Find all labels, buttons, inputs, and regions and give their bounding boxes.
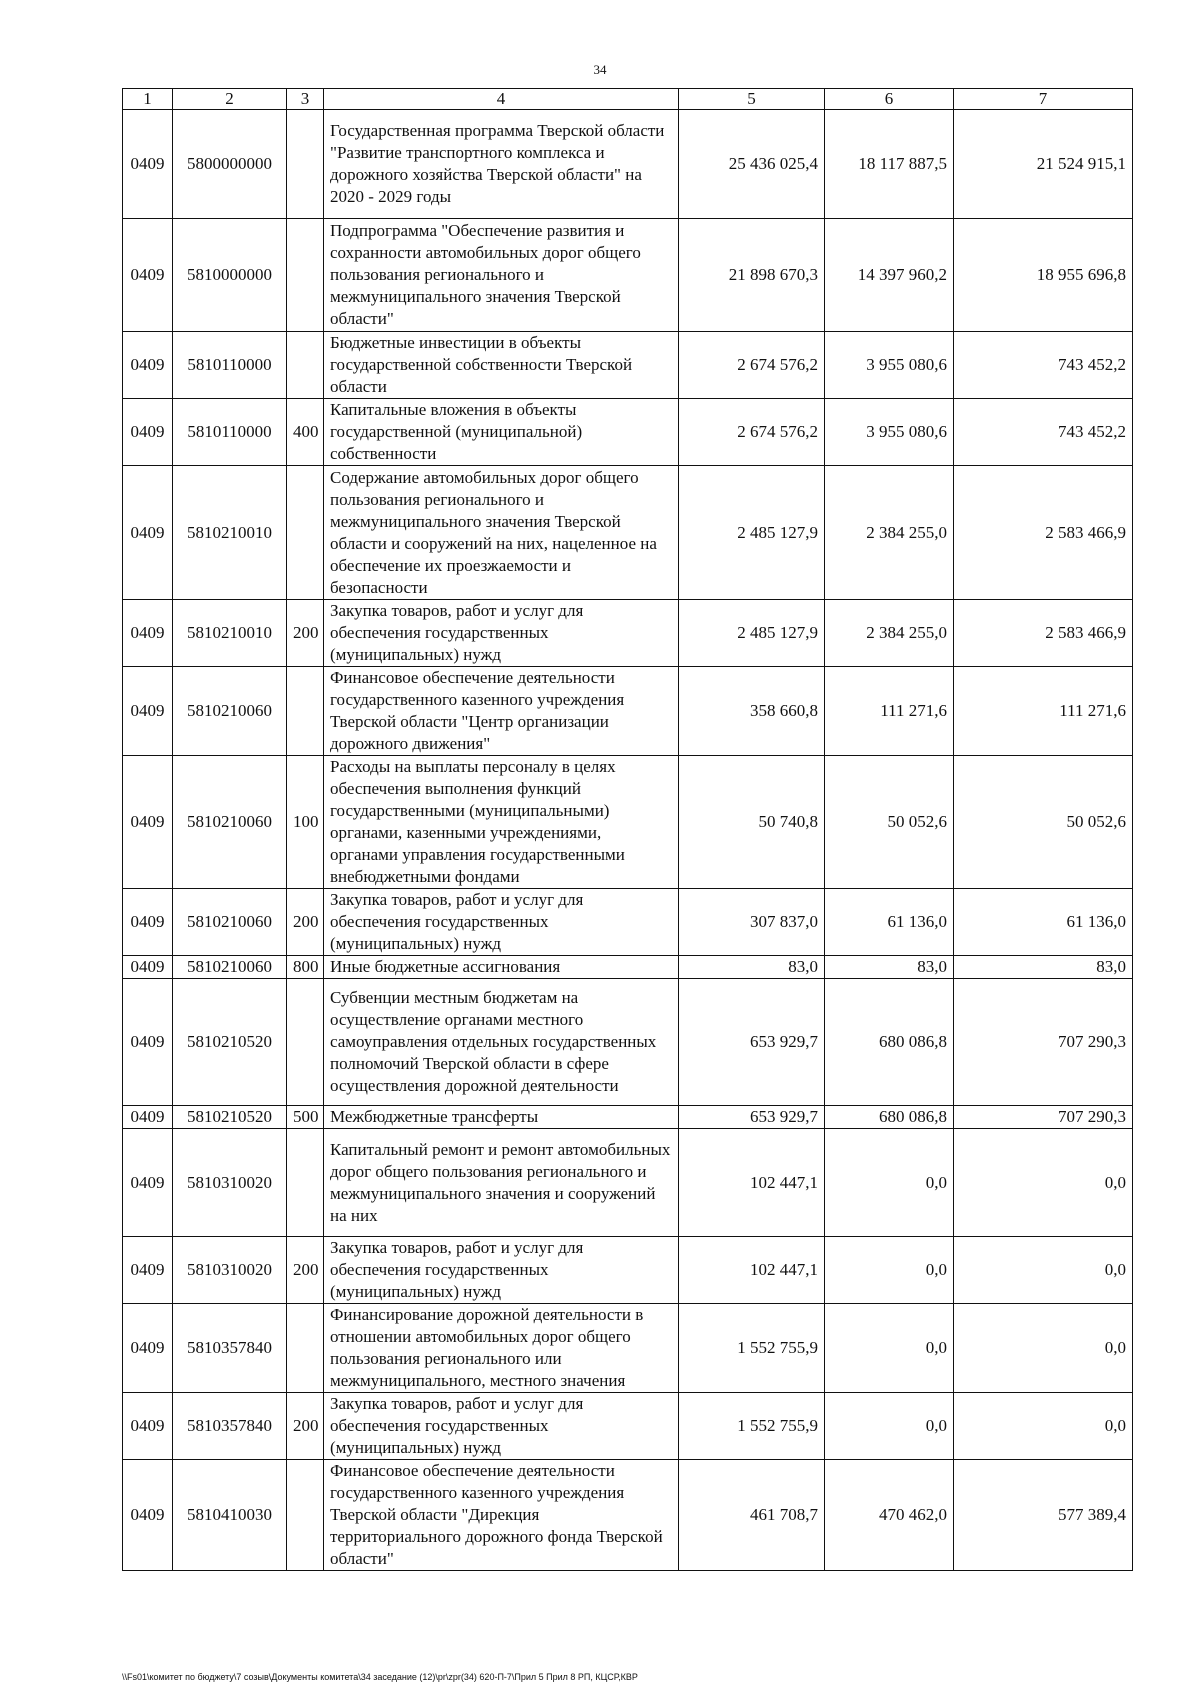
amount-col5-cell: 102 447,1 bbox=[679, 1237, 825, 1304]
target-article-cell: 5810210010 bbox=[173, 466, 287, 600]
table-row bbox=[123, 756, 1133, 889]
amount-col6-cell: 0,0 bbox=[825, 1304, 954, 1393]
target-article-cell: 5810310020 bbox=[173, 1237, 287, 1304]
expense-type-cell bbox=[287, 332, 324, 399]
expense-type-cell bbox=[287, 466, 324, 600]
table-row bbox=[123, 1237, 1133, 1304]
amount-col7-cell: 50 052,6 bbox=[954, 756, 1133, 889]
table-row bbox=[123, 1393, 1133, 1460]
amount-col5-cell: 653 929,7 bbox=[679, 979, 825, 1106]
expense-type-cell bbox=[287, 1304, 324, 1393]
section-code-cell: 0409 bbox=[123, 399, 173, 466]
table-row bbox=[123, 466, 1133, 600]
section-code-cell: 0409 bbox=[123, 110, 173, 219]
expense-type-cell: 200 bbox=[287, 1393, 324, 1460]
amount-col7-cell: 18 955 696,8 bbox=[954, 219, 1133, 332]
section-code-cell: 0409 bbox=[123, 600, 173, 667]
section-code-cell: 0409 bbox=[123, 667, 173, 756]
item-name-cell: Государственная программа Тверской области "Развитие транспортного комплекса и дорожного хозяйства Тверской области" на 2020 - 2029 годы bbox=[324, 110, 679, 219]
expense-type-cell: 400 bbox=[287, 399, 324, 466]
target-article-cell: 5810210520 bbox=[173, 979, 287, 1106]
table-row bbox=[123, 110, 1133, 219]
section-code-cell: 0409 bbox=[123, 1304, 173, 1393]
amount-col6-cell: 2 384 255,0 bbox=[825, 600, 954, 667]
header-col-4: 4 bbox=[324, 89, 679, 110]
amount-col6-cell: 3 955 080,6 bbox=[825, 332, 954, 399]
expense-type-cell: 200 bbox=[287, 889, 324, 956]
target-article-cell: 5810357840 bbox=[173, 1393, 287, 1460]
table-row bbox=[123, 219, 1133, 332]
amount-col7-cell: 0,0 bbox=[954, 1237, 1133, 1304]
target-article-cell: 5810210060 bbox=[173, 756, 287, 889]
section-code-cell: 0409 bbox=[123, 1460, 173, 1571]
amount-col7-cell: 743 452,2 bbox=[954, 399, 1133, 466]
expense-type-cell: 500 bbox=[287, 1106, 324, 1129]
table-row bbox=[123, 1460, 1133, 1571]
section-code-cell: 0409 bbox=[123, 332, 173, 399]
item-name-cell: Закупка товаров, работ и услуг для обеспечения государственных (муниципальных) нужд bbox=[324, 889, 679, 956]
amount-col6-cell: 0,0 bbox=[825, 1237, 954, 1304]
item-name-cell: Подпрограмма "Обеспечение развития и сохранности автомобильных дорог общего пользования регионального и межмуниципального значения Тверской области" bbox=[324, 219, 679, 332]
item-name-cell: Содержание автомобильных дорог общего пользования регионального и межмуниципального значения Тверской области и сооружений на них, нацеленное на обеспечение их проезжаемости и безопасности bbox=[324, 466, 679, 600]
expense-type-cell bbox=[287, 219, 324, 332]
budget-table bbox=[122, 88, 1133, 1571]
item-name-cell: Финансовое обеспечение деятельности государственного казенного учреждения Тверской области "Центр организации дорожного движения" bbox=[324, 667, 679, 756]
amount-col5-cell: 307 837,0 bbox=[679, 889, 825, 956]
target-article-cell: 5810210060 bbox=[173, 889, 287, 956]
amount-col7-cell: 2 583 466,9 bbox=[954, 466, 1133, 600]
expense-type-cell bbox=[287, 110, 324, 219]
table-row bbox=[123, 1106, 1133, 1129]
item-name-cell: Капитальный ремонт и ремонт автомобильных дорог общего пользования регионального и межмуниципального значения и сооружений на них bbox=[324, 1129, 679, 1237]
expense-type-cell bbox=[287, 1129, 324, 1237]
target-article-cell: 5810210010 bbox=[173, 600, 287, 667]
header-row bbox=[123, 89, 1133, 110]
amount-col5-cell: 21 898 670,3 bbox=[679, 219, 825, 332]
header-col-1: 1 bbox=[123, 89, 173, 110]
expense-type-cell bbox=[287, 1460, 324, 1571]
item-name-cell: Закупка товаров, работ и услуг для обеспечения государственных (муниципальных) нужд bbox=[324, 600, 679, 667]
amount-col7-cell: 707 290,3 bbox=[954, 979, 1133, 1106]
section-code-cell: 0409 bbox=[123, 756, 173, 889]
footer-file-path: \\Fs01\комитет по бюджету\7 созыв\Документы комитета\34 заседание (12)\pr\zpr(34) 620-П-7\Прил 5 Прил 8 РП, КЦСР,КВР bbox=[122, 1672, 638, 1682]
item-name-cell: Бюджетные инвестиции в объекты государственной собственности Тверской области bbox=[324, 332, 679, 399]
table-row bbox=[123, 399, 1133, 466]
amount-col6-cell: 83,0 bbox=[825, 956, 954, 979]
table-row bbox=[123, 332, 1133, 399]
target-article-cell: 5810410030 bbox=[173, 1460, 287, 1571]
header-col-5: 5 bbox=[679, 89, 825, 110]
amount-col7-cell: 2 583 466,9 bbox=[954, 600, 1133, 667]
table-row bbox=[123, 1129, 1133, 1237]
table-row bbox=[123, 1304, 1133, 1393]
amount-col6-cell: 14 397 960,2 bbox=[825, 219, 954, 332]
expense-type-cell bbox=[287, 979, 324, 1106]
amount-col6-cell: 3 955 080,6 bbox=[825, 399, 954, 466]
target-article-cell: 5810000000 bbox=[173, 219, 287, 332]
amount-col7-cell: 0,0 bbox=[954, 1393, 1133, 1460]
amount-col6-cell: 680 086,8 bbox=[825, 1106, 954, 1129]
section-code-cell: 0409 bbox=[123, 219, 173, 332]
section-code-cell: 0409 bbox=[123, 466, 173, 600]
amount-col7-cell: 111 271,6 bbox=[954, 667, 1133, 756]
header-col-3: 3 bbox=[287, 89, 324, 110]
header-col-2: 2 bbox=[173, 89, 287, 110]
amount-col7-cell: 0,0 bbox=[954, 1304, 1133, 1393]
amount-col6-cell: 111 271,6 bbox=[825, 667, 954, 756]
amount-col5-cell: 1 552 755,9 bbox=[679, 1304, 825, 1393]
amount-col6-cell: 0,0 bbox=[825, 1393, 954, 1460]
item-name-cell: Финансирование дорожной деятельности в отношении автомобильных дорог общего пользования регионального или межмуниципального, местного значения bbox=[324, 1304, 679, 1393]
amount-col7-cell: 83,0 bbox=[954, 956, 1133, 979]
section-code-cell: 0409 bbox=[123, 979, 173, 1106]
amount-col5-cell: 2 674 576,2 bbox=[679, 399, 825, 466]
section-code-cell: 0409 bbox=[123, 1129, 173, 1237]
target-article-cell: 5810210060 bbox=[173, 956, 287, 979]
amount-col5-cell: 358 660,8 bbox=[679, 667, 825, 756]
target-article-cell: 5810310020 bbox=[173, 1129, 287, 1237]
target-article-cell: 5810110000 bbox=[173, 332, 287, 399]
section-code-cell: 0409 bbox=[123, 889, 173, 956]
section-code-cell: 0409 bbox=[123, 956, 173, 979]
amount-col7-cell: 743 452,2 bbox=[954, 332, 1133, 399]
amount-col6-cell: 2 384 255,0 bbox=[825, 466, 954, 600]
table-row bbox=[123, 979, 1133, 1106]
expense-type-cell: 200 bbox=[287, 1237, 324, 1304]
amount-col5-cell: 461 708,7 bbox=[679, 1460, 825, 1571]
amount-col7-cell: 21 524 915,1 bbox=[954, 110, 1133, 219]
section-code-cell: 0409 bbox=[123, 1393, 173, 1460]
section-code-cell: 0409 bbox=[123, 1106, 173, 1129]
table-row bbox=[123, 889, 1133, 956]
amount-col6-cell: 61 136,0 bbox=[825, 889, 954, 956]
item-name-cell: Иные бюджетные ассигнования bbox=[324, 956, 679, 979]
amount-col5-cell: 2 674 576,2 bbox=[679, 332, 825, 399]
target-article-cell: 5800000000 bbox=[173, 110, 287, 219]
amount-col5-cell: 50 740,8 bbox=[679, 756, 825, 889]
expense-type-cell: 800 bbox=[287, 956, 324, 979]
amount-col7-cell: 61 136,0 bbox=[954, 889, 1133, 956]
amount-col6-cell: 680 086,8 bbox=[825, 979, 954, 1106]
target-article-cell: 5810357840 bbox=[173, 1304, 287, 1393]
amount-col5-cell: 25 436 025,4 bbox=[679, 110, 825, 219]
expense-type-cell bbox=[287, 667, 324, 756]
page-number: 34 bbox=[593, 62, 607, 77]
table-row bbox=[123, 667, 1133, 756]
header-col-6: 6 bbox=[825, 89, 954, 110]
item-name-cell: Финансовое обеспечение деятельности государственного казенного учреждения Тверской области "Дирекция территориального дорожного фонда Тверской области" bbox=[324, 1460, 679, 1571]
budget-table-body bbox=[123, 110, 1133, 1571]
expense-type-cell: 100 bbox=[287, 756, 324, 889]
amount-col5-cell: 1 552 755,9 bbox=[679, 1393, 825, 1460]
expense-type-cell: 200 bbox=[287, 600, 324, 667]
amount-col6-cell: 0,0 bbox=[825, 1129, 954, 1237]
amount-col7-cell: 577 389,4 bbox=[954, 1460, 1133, 1571]
table-row bbox=[123, 956, 1133, 979]
header-col-7: 7 bbox=[954, 89, 1133, 110]
target-article-cell: 5810210520 bbox=[173, 1106, 287, 1129]
target-article-cell: 5810110000 bbox=[173, 399, 287, 466]
amount-col5-cell: 2 485 127,9 bbox=[679, 600, 825, 667]
item-name-cell: Межбюджетные трансферты bbox=[324, 1106, 679, 1129]
item-name-cell: Расходы на выплаты персоналу в целях обеспечения выполнения функций государственными (муниципальными) органами, казенными учреждениями, органами управления государственными внебюджетными фондами bbox=[324, 756, 679, 889]
item-name-cell: Субвенции местным бюджетам на осуществление органами местного самоуправления отдельных государственных полномочий Тверской области в сфере осуществления дорожной деятельности bbox=[324, 979, 679, 1106]
amount-col5-cell: 653 929,7 bbox=[679, 1106, 825, 1129]
amount-col5-cell: 2 485 127,9 bbox=[679, 466, 825, 600]
table-row bbox=[123, 600, 1133, 667]
amount-col5-cell: 102 447,1 bbox=[679, 1129, 825, 1237]
amount-col7-cell: 707 290,3 bbox=[954, 1106, 1133, 1129]
amount-col7-cell: 0,0 bbox=[954, 1129, 1133, 1237]
item-name-cell: Капитальные вложения в объекты государственной (муниципальной) собственности bbox=[324, 399, 679, 466]
amount-col6-cell: 470 462,0 bbox=[825, 1460, 954, 1571]
amount-col6-cell: 50 052,6 bbox=[825, 756, 954, 889]
item-name-cell: Закупка товаров, работ и услуг для обеспечения государственных (муниципальных) нужд bbox=[324, 1393, 679, 1460]
amount-col5-cell: 83,0 bbox=[679, 956, 825, 979]
item-name-cell: Закупка товаров, работ и услуг для обеспечения государственных (муниципальных) нужд bbox=[324, 1237, 679, 1304]
amount-col6-cell: 18 117 887,5 bbox=[825, 110, 954, 219]
section-code-cell: 0409 bbox=[123, 1237, 173, 1304]
target-article-cell: 5810210060 bbox=[173, 667, 287, 756]
